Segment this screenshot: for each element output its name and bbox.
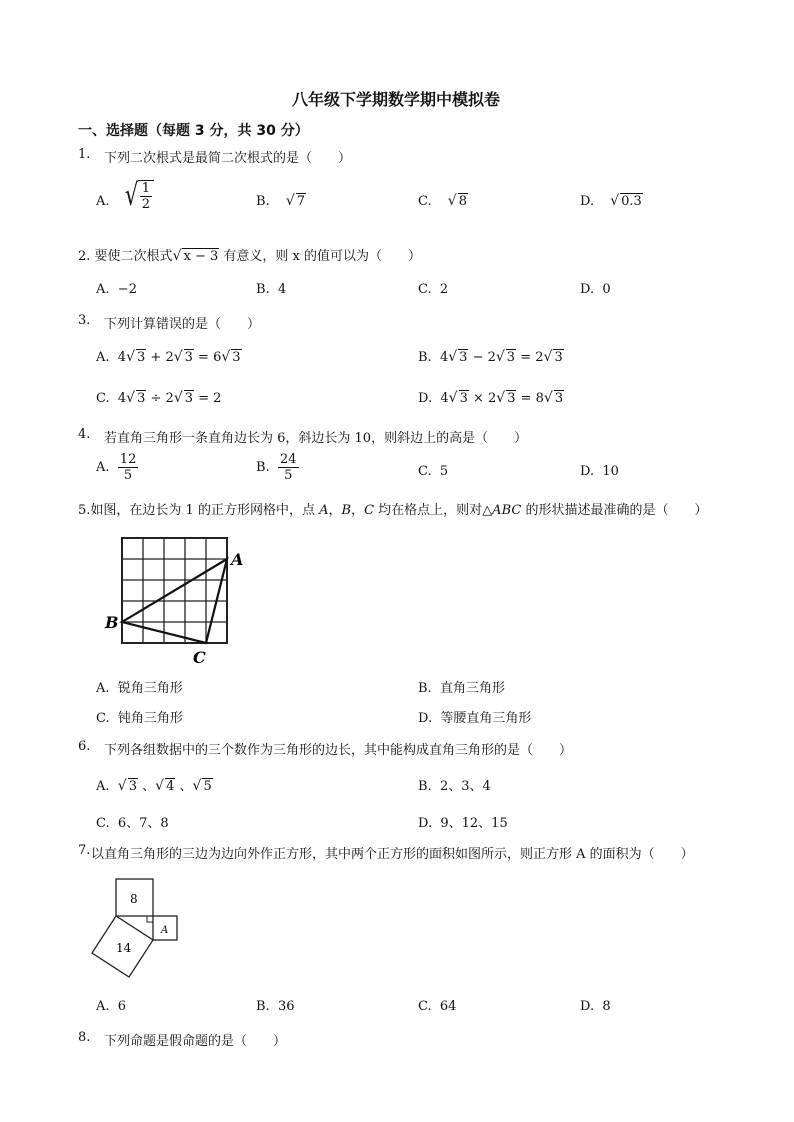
option-c — [96, 707, 183, 726]
option-label: D. — [580, 194, 595, 209]
option-a — [96, 677, 183, 696]
option-label: B. — [418, 681, 432, 696]
option-value: 64 — [439, 999, 457, 1014]
radicand: 3 — [554, 350, 563, 365]
option-b — [418, 677, 505, 696]
option-d — [580, 193, 643, 209]
right-angle-mark — [147, 916, 153, 922]
option-b — [418, 775, 491, 794]
sqrt-icon: √ — [543, 390, 553, 406]
coefficient: 4 — [440, 391, 449, 406]
sqrt-expression — [122, 180, 154, 212]
option-c — [418, 193, 468, 209]
vertex-b-label: B — [105, 613, 119, 632]
option-label: B. — [256, 999, 270, 1014]
option-d — [580, 282, 611, 297]
vertex-c-label: C — [193, 648, 206, 667]
separator: 、 — [179, 779, 193, 794]
option-label: A. — [96, 460, 110, 475]
question-text-part: 要使二次根式 — [94, 249, 173, 264]
result: = 2 — [194, 391, 222, 406]
radicand: 3 — [554, 391, 564, 406]
option-b — [256, 193, 306, 209]
sqrt-icon: √ — [172, 248, 182, 264]
result: = 8 — [516, 391, 544, 406]
radicand: 3 — [506, 350, 516, 365]
question-text-part: 均在格点上，则对 — [378, 503, 483, 518]
option-value: 10 — [602, 464, 619, 479]
option-label: D. — [580, 282, 595, 297]
fraction-numerator: 1 — [141, 181, 151, 196]
fraction-numerator: 24 — [279, 452, 297, 467]
option-label: D. — [580, 464, 595, 479]
question-number: 5. — [78, 503, 91, 518]
option-value: 2、3、4 — [439, 779, 491, 794]
question-text: 下列命题是假命题的是（ ） — [104, 1034, 287, 1049]
point-label: C — [364, 503, 375, 518]
option-label: A. — [96, 282, 110, 297]
question-number: 4. — [78, 427, 91, 442]
option-label: A. — [96, 350, 110, 365]
option-label: D. — [418, 711, 433, 726]
option-c — [418, 999, 456, 1014]
question-number: 3. — [78, 313, 91, 328]
option-a — [96, 282, 137, 297]
option-d — [418, 812, 508, 831]
option-value: 4 — [277, 282, 287, 297]
sqrt-icon: √ — [448, 349, 458, 365]
sqrt-icon: √ — [117, 778, 127, 794]
sqrt-icon: √ — [495, 349, 505, 365]
option-value: 等腰直角三角形 — [440, 711, 532, 726]
option-label: D. — [418, 816, 433, 831]
separator: 、 — [142, 779, 156, 794]
option-value: 2 — [439, 282, 449, 297]
option-c — [96, 390, 221, 406]
option-a — [96, 452, 138, 483]
option-label: C. — [96, 816, 110, 831]
option-label: C. — [418, 464, 432, 479]
squares-figure — [88, 874, 188, 984]
question-number: 6. — [78, 739, 91, 754]
option-a — [96, 180, 154, 212]
option-label: B. — [256, 282, 270, 297]
radicand: 0.3 — [621, 194, 642, 209]
option-a — [96, 349, 242, 365]
option-label: A. — [96, 999, 110, 1014]
option-label: C. — [418, 999, 432, 1014]
option-a — [96, 999, 126, 1014]
option-label: A. — [96, 779, 110, 794]
radicand: 3 — [507, 391, 516, 406]
fraction-denominator: 5 — [123, 468, 133, 483]
option-value: 5 — [439, 464, 449, 479]
coefficient: 4 — [117, 350, 127, 365]
option-label: A. — [96, 681, 110, 696]
option-d — [418, 707, 531, 726]
fraction-denominator: 2 — [141, 197, 151, 212]
option-label: D. — [580, 999, 595, 1014]
option-value: 8 — [602, 999, 611, 1014]
option-d — [580, 999, 611, 1014]
option-value: 锐角三角形 — [117, 681, 183, 696]
point-label: A — [319, 503, 329, 518]
option-label: C. — [96, 391, 110, 406]
option-value: 36 — [277, 999, 295, 1014]
radicand: x − 3 — [183, 249, 219, 264]
radicand: 3 — [137, 350, 146, 365]
sqrt-icon: √ — [173, 390, 183, 406]
question-text: 5.如图，在边长为 1 的正方形网格中，点 A，B，C 均在格点上，则对△ABC 的形状描述最准确的是（ ） — [78, 503, 708, 518]
square-8-label: 8 — [130, 892, 138, 906]
sqrt-icon: √ — [543, 349, 553, 365]
option-label: B. — [256, 194, 270, 209]
option-a — [96, 775, 213, 794]
radicand: 3 — [137, 391, 146, 406]
radicand: 3 — [459, 350, 468, 365]
radicand: 3 — [184, 350, 193, 365]
option-label: B. — [418, 779, 432, 794]
question-text: 以直角三角形的三边为边向外作正方形，其中两个正方形的面积如图所示，则正方形 A 的面积为（ ） — [91, 847, 694, 862]
sqrt-icon: √ — [126, 349, 135, 365]
option-value: 钝角三角形 — [117, 711, 183, 726]
sqrt-icon: √ — [221, 349, 231, 365]
option-label: C. — [96, 711, 110, 726]
operator: ÷ 2 — [146, 391, 174, 406]
square-a-label: A — [161, 925, 169, 936]
option-value: 直角三角形 — [439, 681, 505, 696]
sqrt-icon: √ — [124, 178, 138, 213]
question-text: 若直角三角形一条直角边长为 6，斜边长为 10，则斜边上的高是（ ） — [104, 431, 528, 446]
radicand: 3 — [459, 391, 468, 406]
option-label: B. — [418, 350, 432, 365]
option-d — [418, 390, 564, 406]
question-number: 1. — [78, 147, 91, 162]
option-label: C. — [418, 282, 432, 297]
option-value: 0 — [602, 282, 611, 297]
option-value: 6、7、8 — [117, 816, 169, 831]
radicand: 8 — [458, 194, 467, 209]
radicand: 3 — [184, 391, 194, 406]
option-label: C. — [418, 194, 432, 209]
option-value: 6 — [117, 999, 127, 1014]
question-number: 8. — [78, 1030, 91, 1045]
sqrt-icon: √ — [285, 193, 295, 209]
option-label: B. — [256, 460, 270, 475]
sqrt-icon: √ — [126, 390, 136, 406]
option-c — [96, 812, 169, 831]
result: = 2 — [516, 350, 544, 365]
option-b — [256, 999, 295, 1014]
operator: + 2 — [146, 350, 174, 365]
question-text-part: 如图，在边长为 1 的正方形网格中，点 — [90, 503, 315, 518]
question-text-part: 的形状描述最准确的是（ ） — [525, 503, 708, 518]
question-text: 下列计算错误的是（ ） — [104, 317, 261, 332]
question-text — [78, 245, 421, 264]
option-b — [418, 349, 564, 365]
radicand: 5 — [203, 779, 212, 794]
square-14-label: 14 — [116, 941, 132, 955]
option-d — [580, 464, 619, 479]
sqrt-icon: √ — [173, 349, 183, 365]
option-c — [418, 464, 448, 479]
page-title: 八年级下学期数学期中模拟卷 — [292, 90, 501, 109]
fraction-numerator: 12 — [119, 452, 137, 467]
option-value: 9、12、15 — [440, 816, 508, 831]
sqrt-icon: √ — [610, 193, 620, 209]
option-value: −2 — [117, 282, 137, 297]
question-text: 下列各组数据中的三个数作为三角形的边长，其中能构成直角三角形的是（ ） — [104, 743, 573, 758]
question-text: 下列二次根式是最简二次根式的是（ ） — [104, 151, 352, 166]
radicand: 7 — [296, 194, 306, 209]
question-number: 7. — [78, 843, 91, 858]
option-label: A. — [96, 194, 110, 209]
vertex-a-label: A — [231, 550, 244, 569]
coefficient: 4 — [117, 391, 127, 406]
operator: − 2 — [468, 350, 496, 365]
sqrt-icon: √ — [447, 193, 457, 209]
radicand — [138, 180, 154, 212]
question-text-part: 有意义，则 x 的值可以为（ ） — [223, 249, 421, 264]
option-b — [256, 452, 299, 483]
section-heading: 一、选择题（每题 3 分，共 30 分） — [78, 123, 309, 139]
option-label: D. — [418, 391, 433, 406]
option-c — [418, 282, 448, 297]
radicand: 4 — [166, 779, 175, 794]
grid-triangle-figure — [100, 530, 250, 670]
sqrt-icon: √ — [155, 778, 165, 794]
operator: × 2 — [468, 391, 497, 406]
radicand: 3 — [232, 350, 241, 365]
sqrt-icon: √ — [448, 390, 458, 406]
triangle-label: △ABC — [482, 503, 522, 518]
sqrt-icon: √ — [192, 778, 202, 794]
radicand: 3 — [128, 779, 137, 794]
option-b — [256, 282, 286, 297]
point-label: B — [341, 503, 352, 518]
coefficient: 4 — [439, 350, 449, 365]
result: = 6 — [193, 350, 222, 365]
sqrt-icon: √ — [496, 390, 506, 406]
fraction-denominator: 5 — [284, 468, 293, 483]
question-number: 2. — [78, 249, 91, 264]
